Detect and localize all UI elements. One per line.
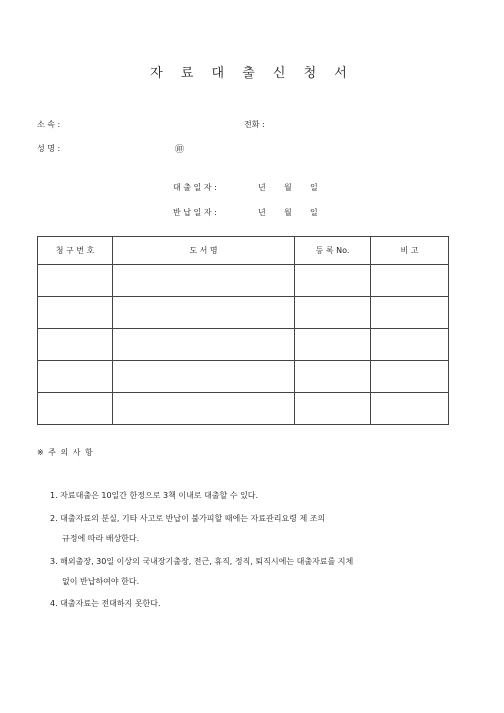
note-item: 3. 해외출장, 30일 이상의 국내장기출장, 전근, 휴직, 정직, 퇴직시에는 대출자료를 지체 [50,557,354,566]
note-item: 4. 대출자료는 전대하지 못한다. [50,599,161,608]
loan-day-unit: 일 [310,183,318,192]
note-item: 1. 자료대출은 10일간 한정으로 3책 이내로 대출할 수 있다. [50,491,259,500]
note-item-continued: 규정에 따라 배상한다. [62,534,140,543]
table-row [38,297,449,329]
note-item-continued: 없이 반납하여야 한다. [62,577,140,586]
table-cell[interactable] [113,393,295,425]
phone-label: 전화 : [244,120,265,129]
note-item: 2. 대출자료의 분실, 기타 사고로 반납이 불가피할 때에는 자료관리요령 제 조의 [50,514,326,523]
table-row [38,329,449,361]
table-cell[interactable] [113,297,295,329]
table-cell[interactable] [371,329,449,361]
return-month-unit: 월 [284,208,292,217]
header-call-number: 청 구 번 호 [38,237,113,265]
loan-month-unit: 월 [284,183,292,192]
table-cell[interactable] [38,361,113,393]
notes-heading: ※ 주 의 사 항 [37,448,94,457]
table-cell[interactable] [295,265,371,297]
table-cell[interactable] [371,297,449,329]
table-cell[interactable] [371,265,449,297]
document-title: 자 료 대 출 신 청 서 [150,66,354,81]
table-cell[interactable] [38,329,113,361]
table-cell[interactable] [295,329,371,361]
loan-year-unit: 년 [258,183,266,192]
table-cell[interactable] [113,265,295,297]
table-cell[interactable] [371,393,449,425]
header-book-title: 도 서 명 [113,237,295,265]
return-date-label: 반 납 일 자 : [173,208,217,217]
table-row [38,361,449,393]
name-label: 성 명 : [37,144,61,153]
table-cell[interactable] [38,393,113,425]
table-cell[interactable] [295,393,371,425]
table-cell[interactable] [371,361,449,393]
table-row [38,393,449,425]
loan-date-label: 대 출 일 자 : [173,183,217,192]
table-cell[interactable] [113,329,295,361]
loan-request-table [37,236,449,425]
table-cell[interactable] [38,265,113,297]
table-cell[interactable] [295,361,371,393]
return-day-unit: 일 [310,208,318,217]
table-row [38,265,449,297]
return-year-unit: 년 [258,208,266,217]
table-header-row [38,237,449,265]
header-registration-no: 등 록 No. [295,237,371,265]
seal-mark: ㊞ [175,145,185,155]
table-cell[interactable] [38,297,113,329]
table-cell[interactable] [295,297,371,329]
affiliation-label: 소 속 : [37,120,61,129]
header-remarks: 비 고 [371,237,449,265]
table-cell[interactable] [113,361,295,393]
